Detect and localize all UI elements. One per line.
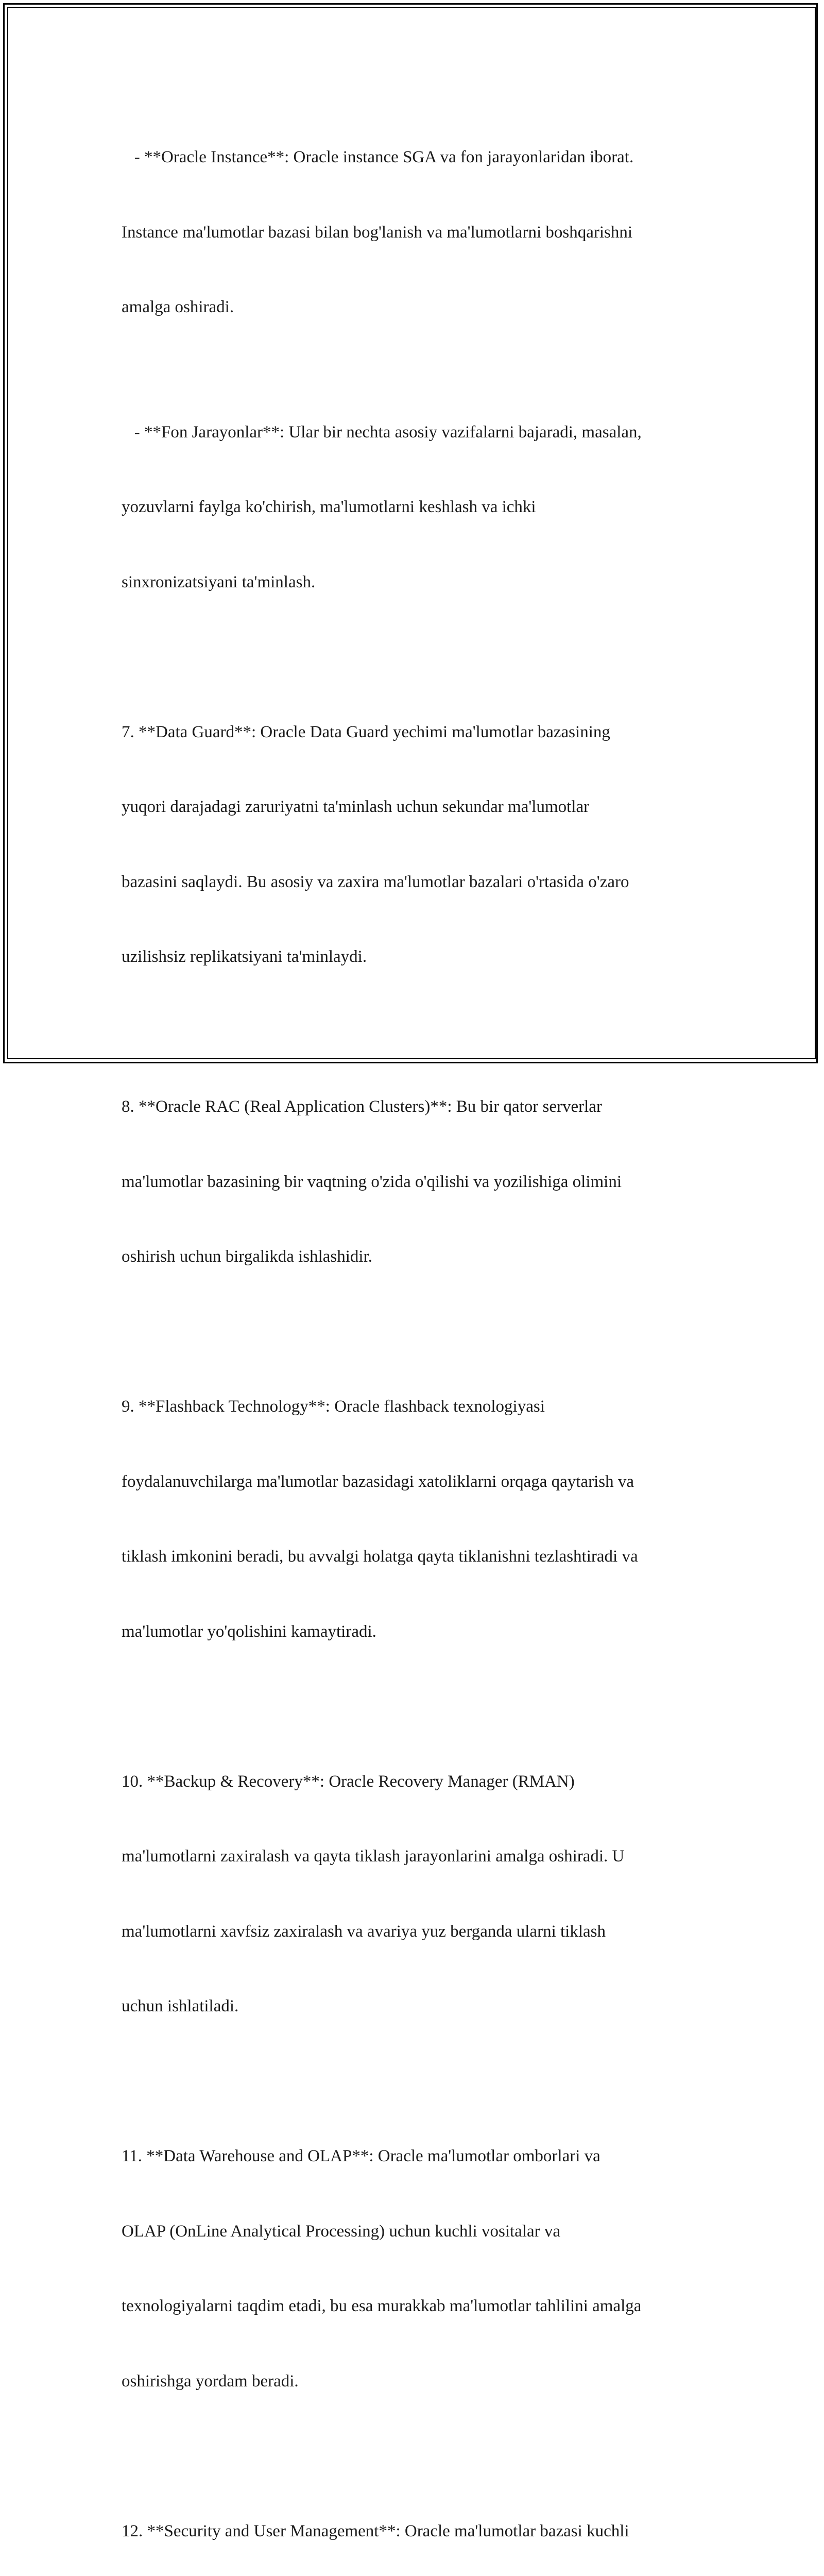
text-line: oshirish uchun birgalikda ishlashidir. <box>122 1244 714 1269</box>
text-line: ma'lumotlarni zaxiralash va qayta tiklash jarayonlarini amalga oshiradi. U <box>122 1844 714 1869</box>
paragraph-data-guard <box>122 670 714 1020</box>
text-line: tiklash imkonini beradi, bu avvalgi holatga qayta tiklanishni tezlashtiradi va <box>122 1544 714 1569</box>
paragraph-spacer <box>122 2069 714 2094</box>
paragraph-data-warehouse <box>122 2094 714 2444</box>
text-line: 8. **Oracle RAC (Real Application Clusters)**: Bu bir qator serverlar <box>122 1094 714 1120</box>
text-line: texnologiyalarni taqdim etadi, bu esa murakkab ma'lumotlar tahlilini amalga <box>122 2294 714 2319</box>
paragraph-spacer <box>122 645 714 670</box>
text-line: bazasini saqlaydi. Bu asosiy va zaxira ma'lumotlar bazalari o'rtasida o'zaro <box>122 870 714 895</box>
paragraph-spacer <box>122 1694 714 1719</box>
paragraph-oracle-rac <box>122 1044 714 1319</box>
paragraph-oracle-instance <box>122 95 714 370</box>
text-line: - **Fon Jarayonlar**: Ular bir nechta asosiy vazifalarni bajaradi, masalan, <box>122 420 714 445</box>
paragraph-flashback <box>122 1344 714 1694</box>
text-line: yozuvlarni faylga ko'chirish, ma'lumotlarni keshlash va ichki <box>122 495 714 520</box>
text-line: OLAP (OnLine Analytical Processing) uchun kuchli vositalar va <box>122 2219 714 2244</box>
text-line: uchun ishlatiladi. <box>122 1994 714 2019</box>
text-line: oshirishga yordam beradi. <box>122 2369 714 2394</box>
text-line: sinxronizatsiyani ta'minlash. <box>122 570 714 595</box>
text-line: amalga oshiradi. <box>122 295 714 320</box>
text-line: 9. **Flashback Technology**: Oracle flashback texnologiyasi <box>122 1394 714 1419</box>
document-body <box>122 95 714 2576</box>
text-line: 12. **Security and User Management**: Oracle ma'lumotlar bazasi kuchli <box>122 2519 714 2544</box>
paragraph-fon-jarayonlar <box>122 370 714 645</box>
paragraph-spacer <box>122 1020 714 1045</box>
text-line: 11. **Data Warehouse and OLAP**: Oracle ma'lumotlar omborlari va <box>122 2144 714 2169</box>
text-line: foydalanuvchilarga ma'lumotlar bazasidagi xatoliklarni orqaga qaytarish va <box>122 1469 714 1495</box>
text-line: ma'lumotlarni xavfsiz zaxiralash va avariya yuz berganda ularni tiklash <box>122 1919 714 1944</box>
paragraph-spacer <box>122 2444 714 2469</box>
text-line: Instance ma'lumotlar bazasi bilan bog'lanish va ma'lumotlarni boshqarishni <box>122 220 714 245</box>
paragraph-security <box>122 2469 714 2576</box>
text-line: 7. **Data Guard**: Oracle Data Guard yechimi ma'lumotlar bazasining <box>122 720 714 745</box>
paragraph-spacer <box>122 1319 714 1345</box>
text-line: ma'lumotlar bazasining bir vaqtning o'zida o'qilishi va yozilishiga olimini <box>122 1170 714 1195</box>
text-line: uzilishsiz replikatsiyani ta'minlaydi. <box>122 944 714 970</box>
text-line: ma'lumotlar yo'qolishini kamaytiradi. <box>122 1619 714 1645</box>
paragraph-backup-recovery <box>122 1719 714 2069</box>
text-line: yuqori darajadagi zaruriyatni ta'minlash uchun sekundar ma'lumotlar <box>122 794 714 820</box>
text-line: - **Oracle Instance**: Oracle instance SGA va fon jarayonlaridan iborat. <box>122 145 714 170</box>
text-line: 10. **Backup & Recovery**: Oracle Recovery Manager (RMAN) <box>122 1769 714 1794</box>
